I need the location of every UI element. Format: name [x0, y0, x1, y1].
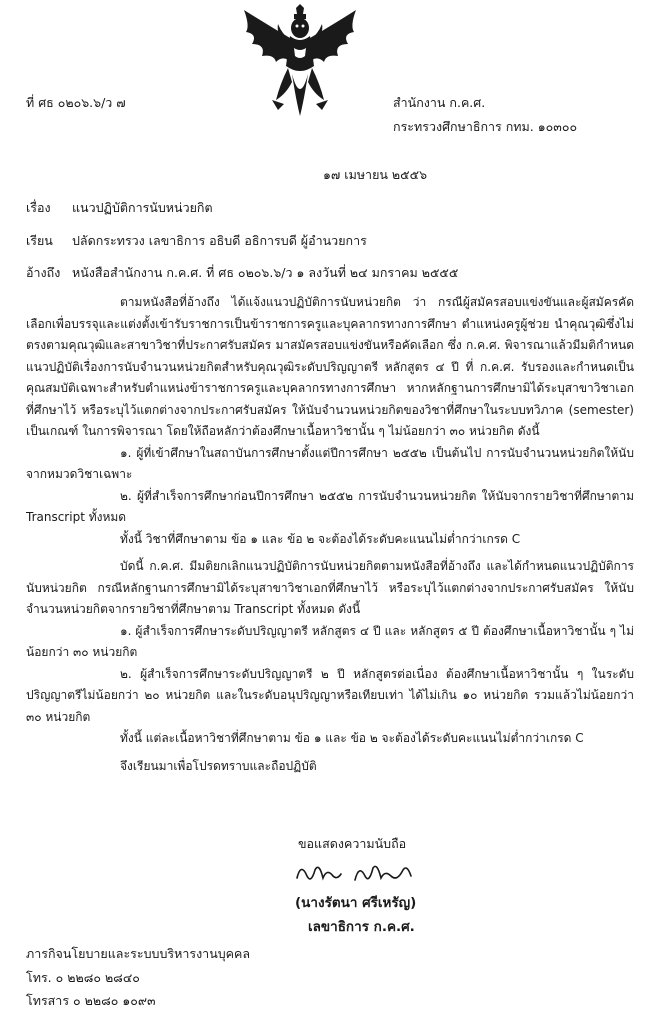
body-item-4: ๒. ผู้สำเร็จการศึกษาระดับปริญญาตรี ๒ ปี หลักสูตรต่อเนื่อง ต้องศึกษาเนื้อหาวิชานั้น ๆ ในระดับปริญญาตรีไม่น้อยกว่า ๒๐ หน่วยกิต และในระดับอนุปริญญาหรือเทียบเท่า ได้ไม่เกิน ๑๐ หน่วยกิต รวมแล้วไม่น้อยกว่า ๓๐ หน่วยกิต [26, 666, 634, 724]
office-address: กระทรวงศึกษาธิการ กทม. ๑๐๓๐๐ [393, 119, 578, 134]
reference-label: อ้างถึง [26, 265, 61, 280]
body-closing: จึงเรียนมาเพื่อโปรดทราบและถือปฏิบัติ [120, 758, 317, 773]
body-note-2: ทั้งนี้ แต่ละเนื้อหาวิชาที่ศึกษาตาม ข้อ ๑ และ ข้อ ๒ จะต้องได้ระดับคะแนนไม่ต่ำกว่าเกรด C [120, 731, 584, 745]
signatory-name: (นางรัตนา ศรีเหรัญ) [295, 895, 417, 911]
office-name: สำนักงาน ก.ค.ศ. [393, 95, 486, 110]
footer-department: ภารกิจนโยบายและระบบบริหารงานบุคคล [26, 946, 251, 961]
letter-date: ๑๗ เมษายน ๒๕๕๖ [323, 167, 428, 182]
body-paragraph-2: บัดนี้ ก.ค.ศ. มีมติยกเลิกแนวปฏิบัติการนับหน่วยกิตตามหนังสือที่อ้างถึง และได้กำหนดแนวปฏิบัติการนับหน่วยกิต กรณีหลักฐานการศึกษามิได้ระบุสาขาวิชาเอกที่ศึกษาไว้ หรือระบุไว้แตกต่างจากประกาศรับสมัคร ให้นับจำนวนหน่วยกิตจากรายวิชาที่ศึกษาตาม Transcript ทั้งหมด ดังนี้ [26, 559, 634, 616]
signatory-position: เลขาธิการ ก.ค.ศ. [308, 919, 415, 935]
to-label: เรียน [26, 233, 53, 248]
body-paragraph-1: ตามหนังสือที่อ้างถึง ได้แจ้งแนวปฏิบัติการนับหน่วยกิต ว่า กรณีผู้สมัครสอบแข่งขันและผู้สมัครคัดเลือกเพื่อบรรจุและแต่งตั้งเข้ารับราชการเป็นข้าราชการครูและบุคลากรทางการศึกษา ตำแหน่งครูผู้ช่วย นำคุณวุฒิซึ่งไม่ตรงตามคุณวุฒิและสาขาวิชาที่ประกาศรับสมัคร มาสมัครสอบแข่งขันหรือคัดเลือก ซึ่ง ก.ค.ศ. พิจารณาแล้วมีมติกำหนดแนวปฏิบัติเรื่องการนับจำนวนหน่วยกิตสำหรับคุณวุฒิระดับปริญญาตรี หลักสูตร ๔ ปี ที่ ก.ค.ศ. รับรองและกำหนดเป็นคุณสมบัติเฉพาะสำหรับตำแหน่งข้าราชการครูและบุคลากรทางการศึกษา หากหลักฐานการศึกษามิได้ระบุสาขาวิชาเอกที่ศึกษาไว้ หรือระบุไว้แตกต่างจากประกาศรับสมัคร ให้นับจำนวนหน่วยกิตของวิชาที่ศึกษาในระบบทวิภาค (semester) เป็นเกณฑ์ ในการพิจารณา โดยให้ถือหลักว่าต้องศึกษาเนื้อหาวิชานั้น ๆ ไม่น้อยกว่า ๓๐ หน่วยกิต ดังนี้ [26, 295, 634, 438]
to-text: ปลัดกระทรวง เลขาธิการ อธิบดี อธิการบดี ผู้อำนวยการ [72, 233, 367, 248]
body-item-1: ๑. ผู้ที่เข้าศึกษาในสถาบันการศึกษาตั้งแต่ปีการศึกษา ๒๕๕๒ เป็นต้นไป การนับจำนวนหน่วยกิตให้นับจากหมวดวิชาเฉพาะ [26, 445, 634, 481]
body-note-1: ทั้งนี้ วิชาที่ศึกษาตาม ข้อ ๑ และ ข้อ ๒ จะต้องได้ระดับคะแนนไม่ต่ำกว่าเกรด C [120, 531, 521, 546]
regards-text: ขอแสดงความนับถือ [298, 836, 407, 851]
subject-label: เรื่อง [26, 200, 51, 215]
handwritten-signature-icon [293, 858, 418, 888]
subject-text: แนวปฏิบัติการนับหน่วยกิต [72, 200, 213, 215]
footer-fax: โทรสาร ๐ ๒๒๘๐ ๑๐๙๓ [26, 993, 156, 1008]
body-item-2: ๒. ผู้ที่สำเร็จการศึกษาก่อนปีการศึกษา ๒๕๕๒ การนับจำนวนหน่วยกิต ให้นับจากรายวิชาที่ศึกษาตาม Transcript ทั้งหมด [26, 488, 634, 524]
garuda-emblem-icon [236, 4, 364, 124]
reference-text: หนังสือสำนักงาน ก.ค.ศ. ที่ ศธ ๐๒๐๖.๖/ว ๑ ลงวันที่ ๒๔ มกราคม ๒๕๕๕ [72, 265, 459, 280]
body-item-3: ๑. ผู้สำเร็จการศึกษาระดับปริญญาตรี หลักสูตร ๔ ปี และ หลักสูตร ๕ ปี ต้องศึกษาเนื้อหาวิชานั้น ๆ ไม่น้อยกว่า ๓๐ หน่วยกิต [26, 623, 634, 659]
letter-body [26, 292, 634, 777]
reference-number: ที่ ศธ ๐๒๐๖.๖/ว ๗ [26, 95, 126, 110]
footer-telephone: โทร. ๐ ๒๒๘๐ ๒๘๔๐ [26, 970, 140, 985]
